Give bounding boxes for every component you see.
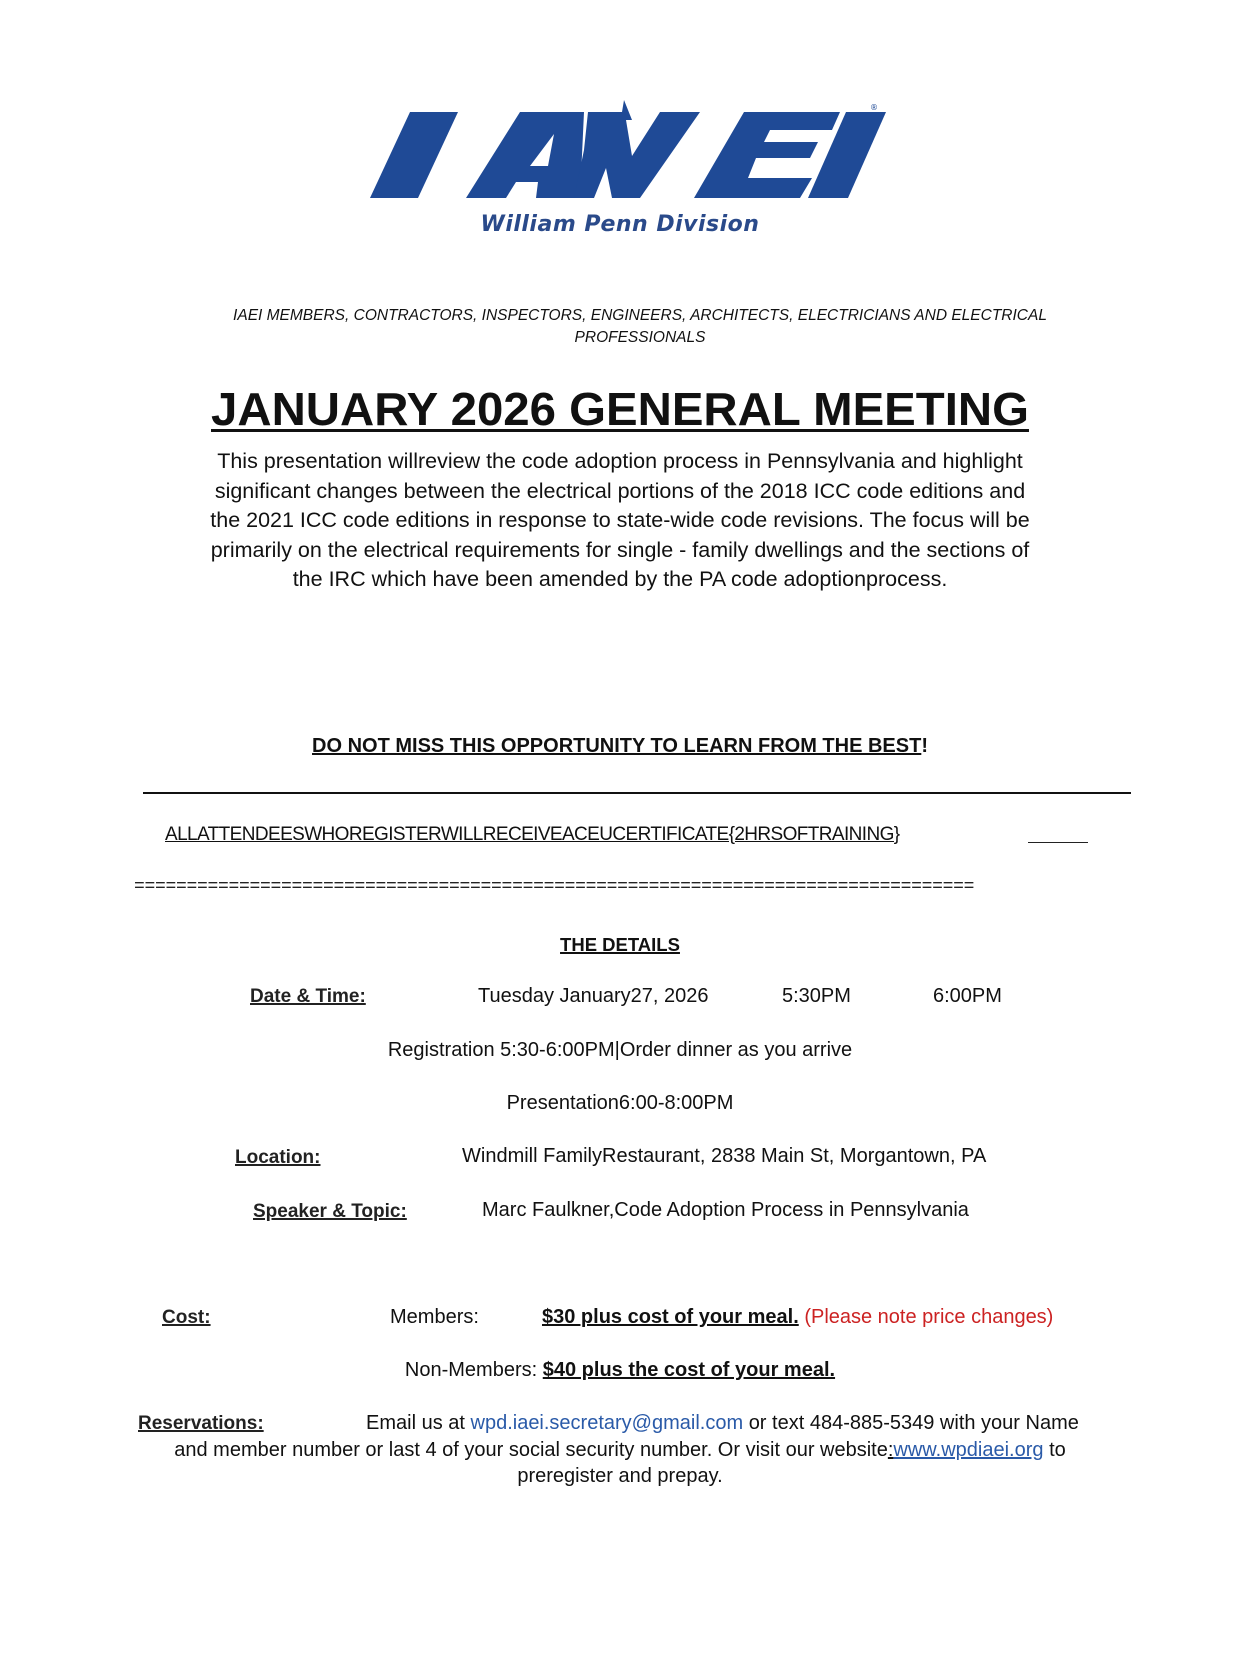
reservations-line-3: preregister and prepay. <box>517 1465 723 1487</box>
speaker-label: Speaker & Topic: <box>253 1201 407 1222</box>
members-cost <box>542 1306 1053 1329</box>
svg-text:®: ® <box>870 103 878 112</box>
page-title: JANUARY 2026 GENERAL MEETING <box>211 383 1029 435</box>
certificate-line: ALLATTENDEESWHOREGISTERWILLRECEIVEACEUCERTIFICATE{2HRSOFTRAINING} <box>165 824 900 845</box>
certificate-underline <box>1028 842 1088 843</box>
start-time: 5:30PM <box>782 985 851 1007</box>
intro-paragraph: This presentation willreview the code adoption process in Pennsylvania and highlight significant changes between the electrical portions of the 2018 ICC code editions and the 2021 ICC code editions in response to state-wide code revisions. The focus will be primarily on the electrical requirements for single - family dwellings and the sections of the IRC which have been amended by the PA code adoptionprocess. <box>210 449 1030 591</box>
members-label: Members: <box>390 1306 479 1328</box>
iaei-logo <box>370 100 890 250</box>
details-heading: THE DETAILS <box>560 934 680 955</box>
registration-info: Registration 5:30-6:00PM|Order dinner as you arrive <box>387 1039 853 1061</box>
logo-subtitle: William Penn Division <box>480 212 760 237</box>
location-value: Windmill FamilyRestaurant, 2838 Main St, Morgantown, PA <box>462 1145 987 1167</box>
cta-text: DO NOT MISS THIS OPPORTUNITY TO LEARN FROM THE BEST <box>312 735 922 757</box>
cta-line <box>0 735 1240 758</box>
location-label: Location: <box>235 1147 321 1168</box>
nonmembers-price: $40 plus the cost of your meal. <box>542 1359 836 1381</box>
iaei-wordmark-icon <box>370 100 890 210</box>
price-change-note: (Please note price changes) <box>804 1306 1054 1328</box>
date-time-label: Date & Time: <box>250 986 366 1007</box>
cost-label: Cost: <box>162 1307 211 1328</box>
members-price: $30 plus cost of your meal. <box>542 1306 799 1328</box>
email-link[interactable]: wpd.iaei.secretary@gmail.com <box>470 1412 744 1434</box>
audience-line: IAEI MEMBERS, CONTRACTORS, INSPECTORS, ENGINEERS, ARCHITECTS, ELECTRICIANS AND ELECTRICAL PROFESSIONALS <box>233 307 1047 346</box>
divider <box>143 792 1131 794</box>
reservations-line-1: Email us at wpd.iaei.secretary@gmail.com or text 484-885-5349 with your Name <box>366 1412 1079 1434</box>
presentation-info: Presentation6:00-8:00PM <box>506 1092 734 1114</box>
separator-line: ================================================================================ <box>134 877 975 897</box>
reservations-label: Reservations: <box>138 1413 264 1434</box>
end-time: 6:00PM <box>933 985 1002 1007</box>
cta-punct: ! <box>921 735 928 757</box>
nonmembers-cost <box>0 1359 1240 1382</box>
date-value: Tuesday January27, 2026 <box>478 985 709 1007</box>
nonmembers-label: Non-Members: <box>404 1359 538 1381</box>
speaker-value: Marc Faulkner,Code Adoption Process in Pennsylvania <box>482 1199 969 1221</box>
website-link[interactable]: www.wpdiaei.org <box>893 1439 1044 1461</box>
reservations-line-2: and member number or last 4 of your social security number. Or visit our website:www.wpdiaei.org to <box>174 1439 1066 1461</box>
